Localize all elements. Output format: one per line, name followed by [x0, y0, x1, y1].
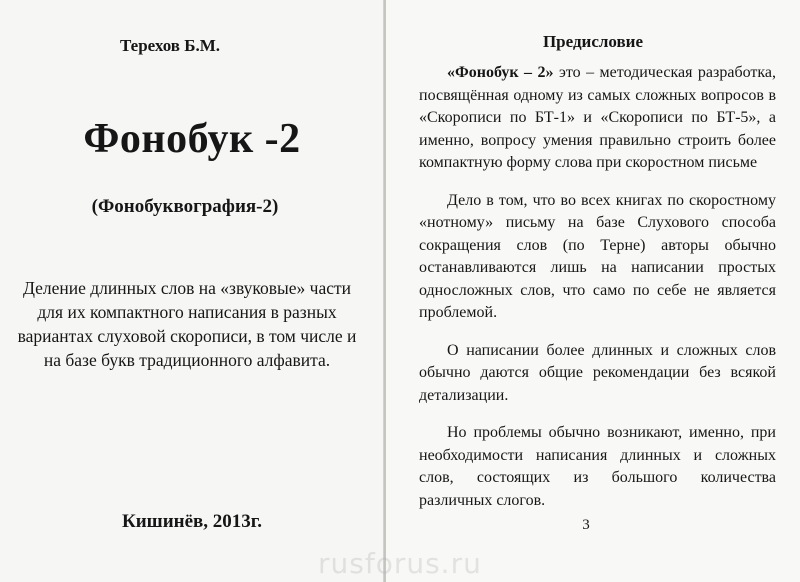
preface-heading: Предисловие	[542, 32, 644, 51]
paragraph-lead: «Фонобук – 2»	[447, 64, 554, 81]
paragraph-text: О написании более длинных и сложных слов обычно даются общие рекомендации без всякой детализации.	[419, 341, 776, 404]
book-description: Деление длинных слов на «звуковые» части для их компактного написания в разных вариантах слуховой скорописи, в том числе и на базе букв традиционного алфавита.	[17, 278, 357, 370]
paragraph-text: Но проблемы обычно возникают, именно, при необходимости написания длинных и сложных слов, состоящих из большого количества различных слогов.	[419, 424, 776, 509]
left-page	[0, 0, 384, 582]
right-page	[386, 0, 800, 582]
preface-paragraph	[419, 422, 776, 512]
preface-paragraph	[419, 62, 776, 175]
place-year: Кишинёв, 2013г.	[121, 511, 263, 532]
page-number: 3	[582, 517, 590, 533]
paragraph-text: Дело в том, что во всех книгах по скоростному «нотному» письму на базе Слухового способа сокращения слов (по Терне) авторы обычно останавливаются лишь на написании простых односложных слов, что само по себе не является проблемой.	[419, 191, 776, 321]
paragraph-text: это – методическая разработка, посвящённая одному из самых сложных вопросов в «Скорописи по БТ-1» и «Скорописи по БТ-5», а именно, вопросу умения правильно строить более компактную форму слова при скоростном письме	[419, 64, 776, 171]
preface-paragraph	[419, 340, 776, 408]
site-watermark: rusforus.ru	[318, 547, 482, 580]
preface-paragraph	[419, 190, 776, 325]
book-subtitle: (Фонобуквография-2)	[91, 196, 279, 217]
book-title: Фонобук -2	[83, 116, 301, 162]
author-name: Терехов Б.М.	[119, 36, 221, 55]
preface-body	[419, 62, 776, 527]
